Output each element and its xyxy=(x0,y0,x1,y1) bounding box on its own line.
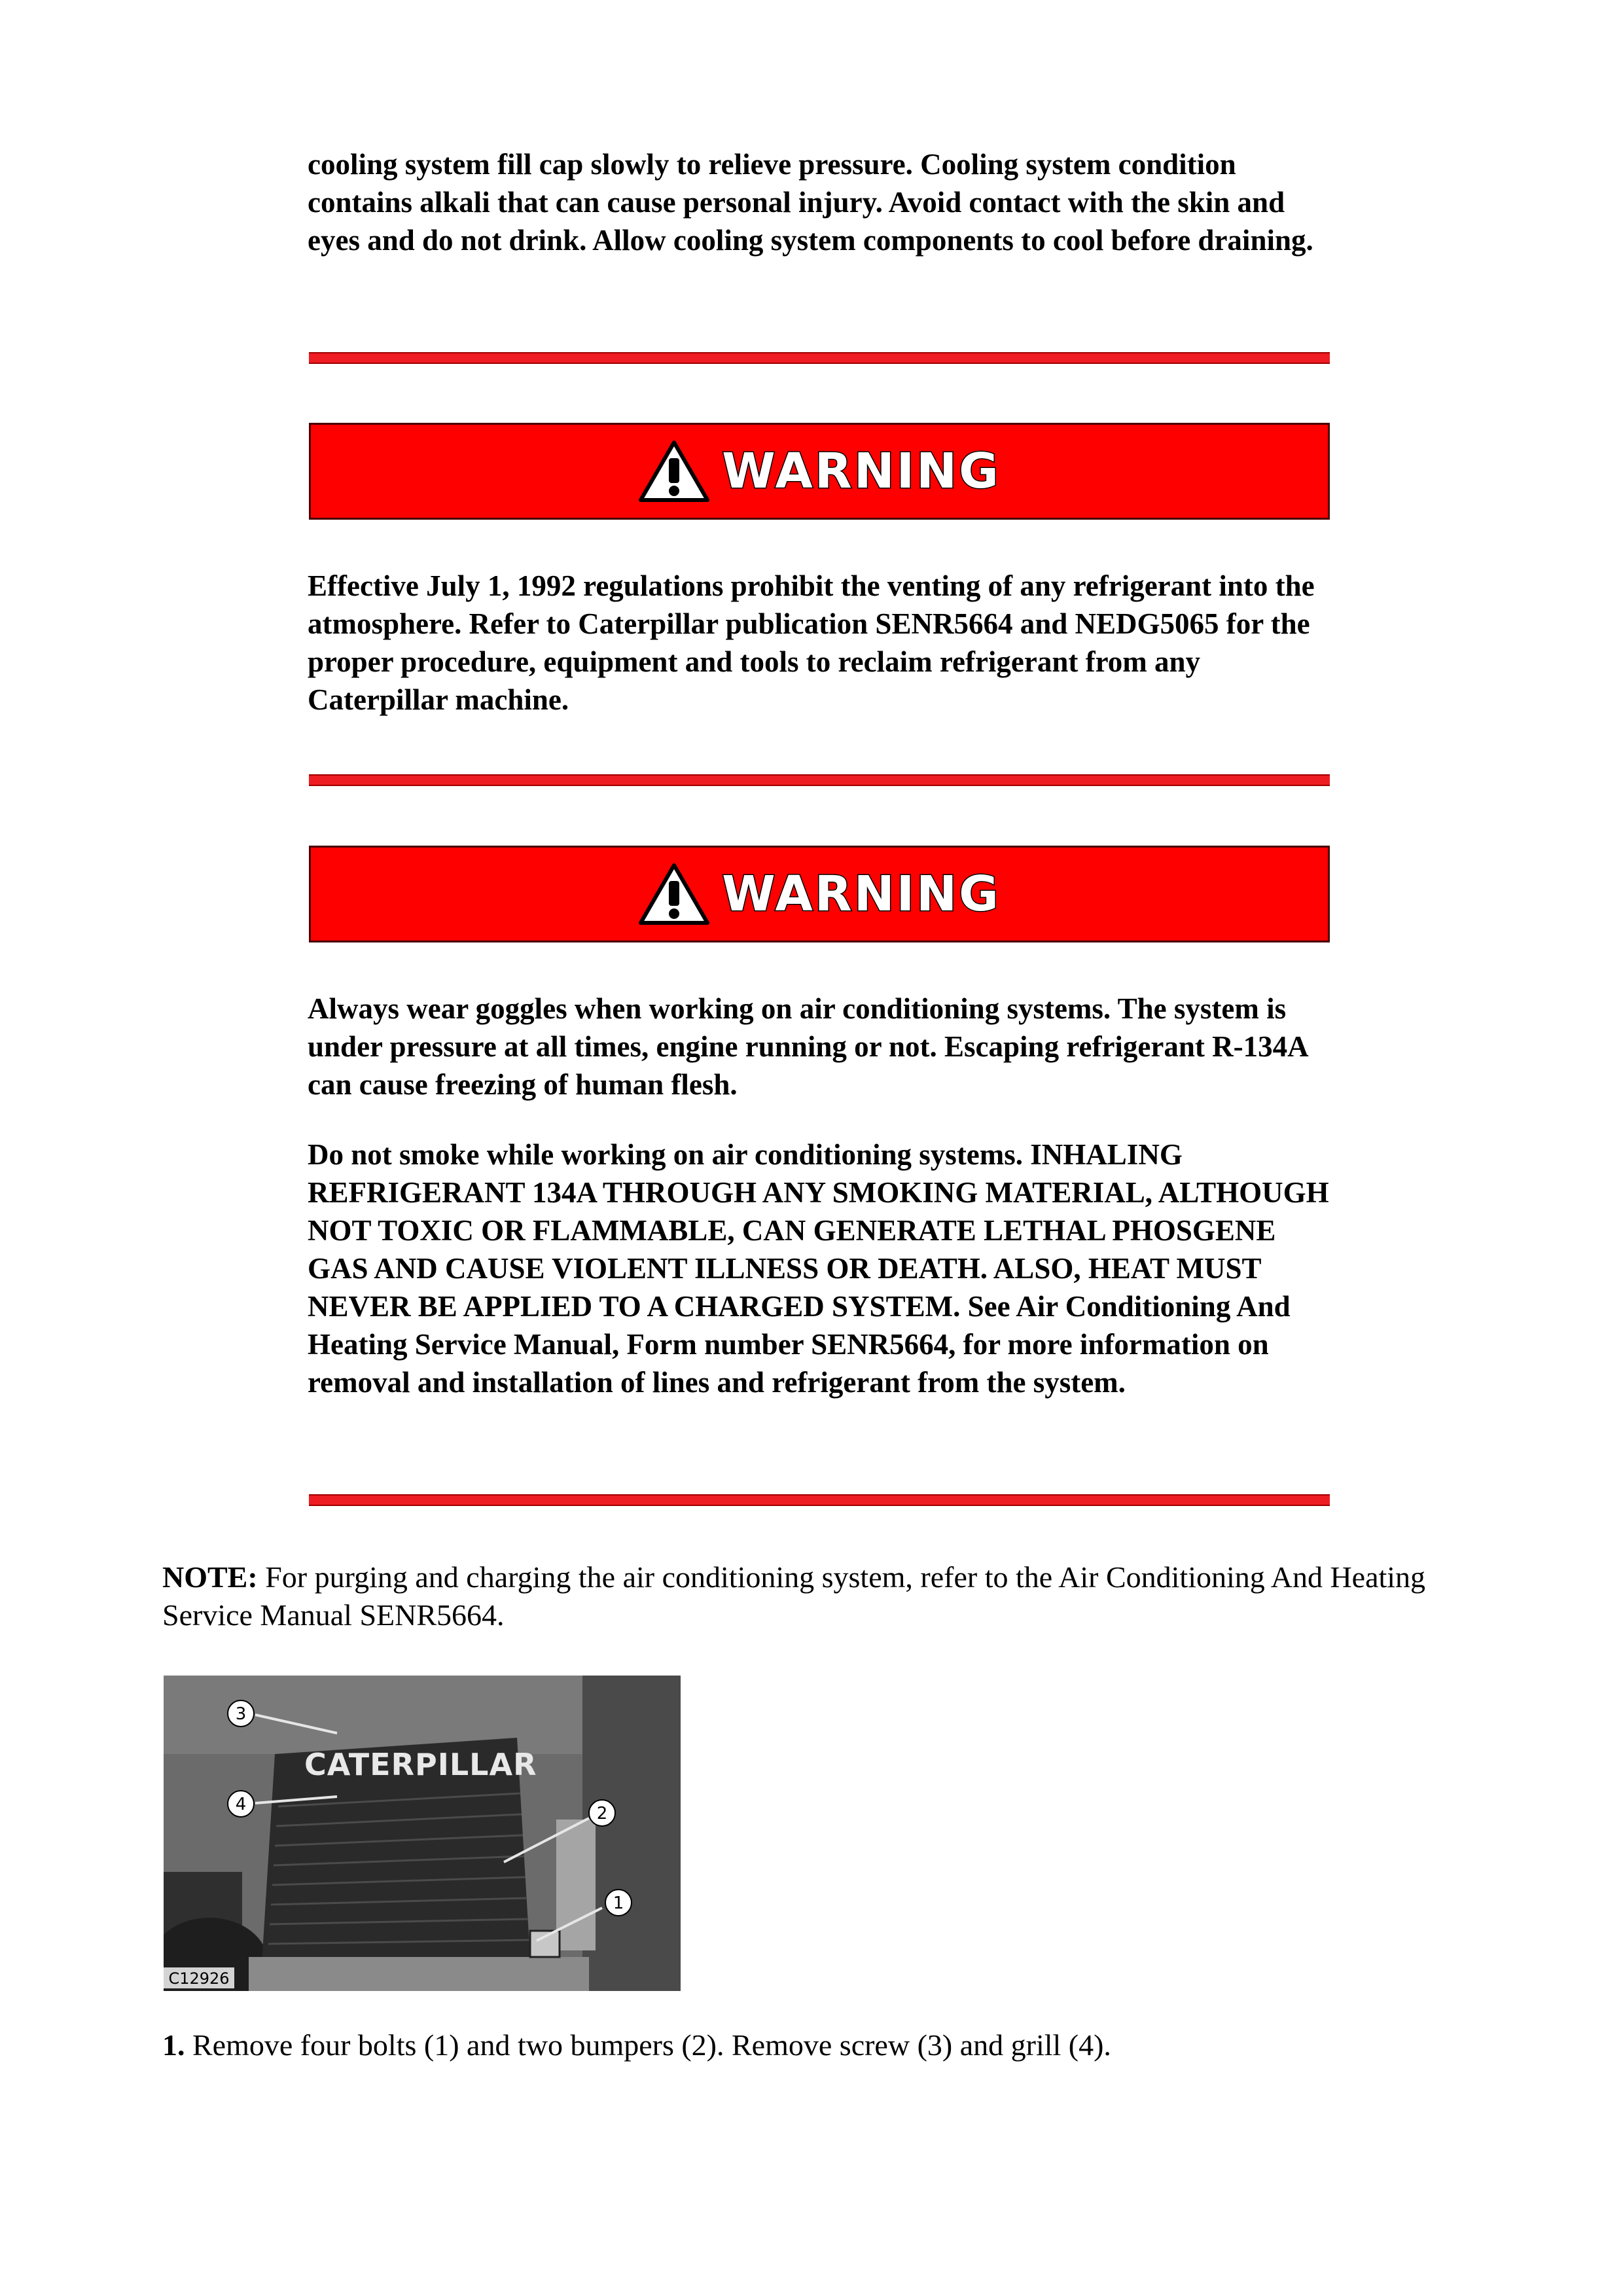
warning-divider xyxy=(309,352,1330,364)
note-paragraph xyxy=(162,1558,1465,1634)
step-text: Remove four bolts (1) and two bumpers (2). Remove screw (3) and grill (4). xyxy=(185,2028,1111,2062)
warning-triangle-icon xyxy=(638,439,710,504)
warning-divider xyxy=(309,1494,1330,1506)
warning-banner xyxy=(309,846,1330,942)
note-label: NOTE: xyxy=(162,1560,258,1594)
warning-triangle-icon xyxy=(638,861,710,927)
warning-divider xyxy=(309,774,1330,786)
warning-banner-label: WARNING xyxy=(722,866,1001,922)
callout-3 xyxy=(228,1700,254,1727)
note-text: For purging and charging the air conditioning system, refer to the Air Conditioning And Heating Service Manual SENR5664. xyxy=(162,1560,1426,1632)
grill-removal-photo xyxy=(164,1676,681,1991)
photo-code: C12926 xyxy=(168,1969,230,1988)
warning-paragraph: Always wear goggles when working on air conditioning systems. The system is under pressure at all times, engine running or not. Escaping refrigerant R-134A can cause freezing of human flesh. xyxy=(308,992,1308,1101)
callout-1 xyxy=(605,1890,632,1916)
step-paragraph xyxy=(162,2026,1465,2064)
warning-paragraph: Do not smoke while working on air conditioning systems. INHALING REFRIGERANT 134A THROUGH ANY SMOKING MATERIAL, ALTHOUGH NOT TOXIC OR FLAMMABLE, CAN GENERATE LETHAL PHOSGENE GAS AND CAUSE VIOLENT ILLNESS OR DEATH. ALSO, HEAT MUST NEVER BE APPLIED TO A CHARGED SYSTEM. See Air Conditioning And Heating Service Manual, Form number SENR5664, for more information on removal and installation of lines and refrigerant from the system. xyxy=(308,1138,1329,1399)
photo-brand-text: CATERPILLAR xyxy=(304,1747,537,1782)
warning-banner-label: WARNING xyxy=(722,443,1001,499)
callout-4 xyxy=(228,1791,254,1817)
svg-text:4: 4 xyxy=(235,1795,247,1814)
svg-text:1: 1 xyxy=(613,1893,624,1913)
svg-text:2: 2 xyxy=(596,1804,608,1823)
warning-paragraph: cooling system fill cap slowly to relieve pressure. Cooling system condition contains alkali that can cause personal injury. Avoid contact with the skin and eyes and do not drink. Allow cooling system components to cool before draining. xyxy=(308,148,1313,257)
warning-paragraph: Effective July 1, 1992 regulations prohibit the venting of any refrigerant into the atmosphere. Refer to Caterpillar publication SENR5664 and NEDG5065 for the proper procedure, equipment and tools to reclaim refrigerant from any Caterpillar machine. xyxy=(308,569,1315,716)
callout-2 xyxy=(589,1800,615,1826)
step-number: 1. xyxy=(162,2028,185,2062)
svg-text:3: 3 xyxy=(235,1704,247,1724)
machine-photo-illustration xyxy=(164,1676,681,1991)
warning-banner xyxy=(309,423,1330,520)
